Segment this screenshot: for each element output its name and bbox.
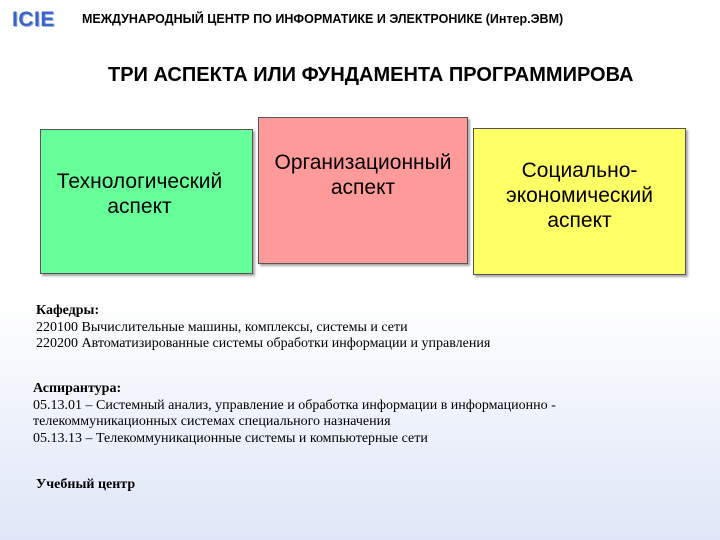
organizational-aspect-box	[258, 117, 468, 264]
organization-header: МЕЖДУНАРОДНЫЙ ЦЕНТР ПО ИНФОРМАТИКЕ И ЭЛЕКТРОНИКЕ (Интер.ЭВМ)	[82, 12, 564, 26]
social-aspect-line3: аспект	[547, 209, 612, 232]
organizational-aspect-line1: Организационный	[274, 150, 452, 174]
departments-section	[36, 303, 490, 353]
technological-aspect-box	[40, 129, 253, 274]
social-economic-aspect-box	[473, 128, 686, 275]
department-item: 220100 Вычислительные машины, комплексы, системы и сети	[36, 319, 408, 335]
postgraduate-section	[33, 381, 673, 447]
training-center-heading: Учебный центр	[36, 477, 136, 492]
technological-aspect-line2: аспект	[107, 194, 172, 218]
technological-aspect-line1: Технологический	[56, 169, 223, 193]
postgraduate-line: 05.13.01 – Системный анализ, управление и обработка информации в информационно -	[33, 397, 556, 413]
postgraduate-line: телекоммуникационных системах специального назначения	[33, 414, 391, 429]
department-item: 220200 Автоматизированные системы обработки информации и управления	[36, 336, 491, 351]
icie-logo: ICIE	[12, 8, 55, 31]
postgraduate-line: 05.13.13 – Телекоммуникационные системы и компьютерные сети	[33, 430, 428, 446]
training-center-section	[36, 477, 135, 494]
organizational-aspect-line2: аспект	[330, 175, 396, 199]
slide-title: ТРИ АСПЕКТА ИЛИ ФУНДАМЕНТА ПРОГРАММИРОВА	[108, 64, 634, 86]
social-aspect-line1: Социально-	[521, 159, 638, 182]
departments-heading: Кафедры:	[36, 303, 100, 318]
social-aspect-line2: экономический	[505, 184, 654, 207]
postgraduate-heading: Аспирантура:	[33, 381, 122, 396]
